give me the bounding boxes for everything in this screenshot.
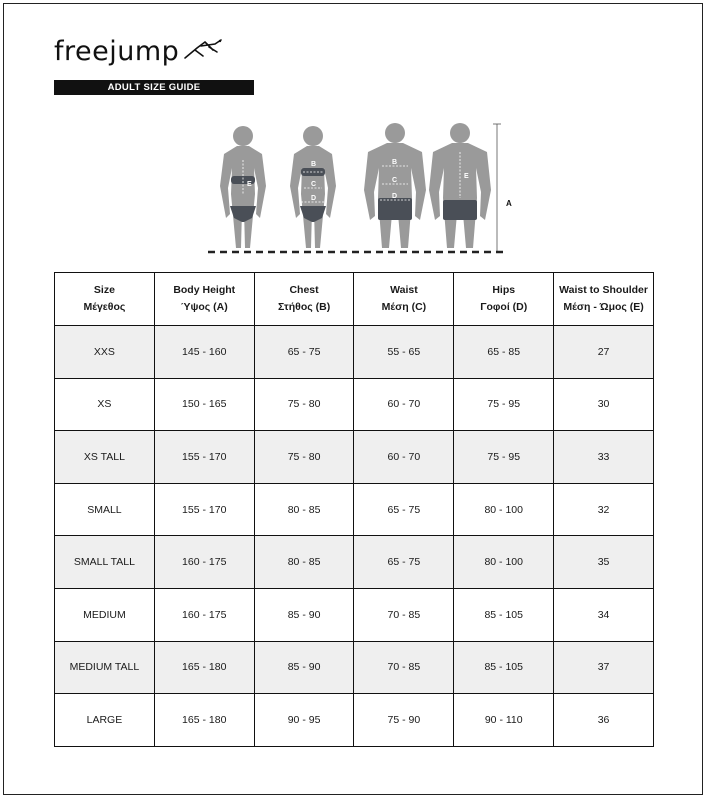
cell-size: LARGE — [55, 694, 155, 747]
label-b-man: B — [392, 159, 398, 166]
cell-size: MEDIUM — [55, 588, 155, 641]
cell-height: 160 - 175 — [154, 588, 254, 641]
header-body-height: Body Height Ύψος (A) — [154, 273, 254, 326]
table-header-row — [55, 273, 654, 326]
measurement-diagram — [200, 118, 530, 258]
cell-hips: 80 - 100 — [454, 483, 554, 536]
cell-chest: 85 - 90 — [254, 588, 354, 641]
label-a: A — [506, 199, 512, 208]
cell-waist-shoulder: 37 — [554, 641, 654, 694]
figure-woman-left — [220, 126, 266, 248]
cell-waist: 70 - 85 — [354, 641, 454, 694]
cell-chest: 75 - 80 — [254, 378, 354, 431]
table-row — [55, 641, 654, 694]
cell-chest: 85 - 90 — [254, 641, 354, 694]
cell-hips: 85 - 105 — [454, 588, 554, 641]
cell-size: SMALL TALL — [55, 536, 155, 589]
header-chest: Chest Στήθος (B) — [254, 273, 354, 326]
table-row — [55, 536, 654, 589]
label-c-man: C — [392, 177, 398, 184]
cell-chest: 90 - 95 — [254, 694, 354, 747]
height-indicator — [493, 124, 512, 252]
table-row — [55, 588, 654, 641]
label-e-man: E — [464, 173, 469, 180]
label-e-woman: E — [247, 181, 252, 188]
cell-waist-shoulder: 36 — [554, 694, 654, 747]
cell-waist-shoulder: 35 — [554, 536, 654, 589]
label-d-man: D — [392, 193, 398, 200]
cell-hips: 85 - 105 — [454, 641, 554, 694]
header-waist: Waist Μέση (C) — [354, 273, 454, 326]
cell-waist: 60 - 70 — [354, 378, 454, 431]
cell-hips: 75 - 95 — [454, 431, 554, 484]
cell-size: MEDIUM TALL — [55, 641, 155, 694]
cell-size: SMALL — [55, 483, 155, 536]
cell-waist-shoulder: 27 — [554, 326, 654, 379]
cell-height: 165 - 180 — [154, 641, 254, 694]
cell-waist-shoulder: 32 — [554, 483, 654, 536]
cell-hips: 65 - 85 — [454, 326, 554, 379]
table-row — [55, 694, 654, 747]
cell-height: 155 - 170 — [154, 483, 254, 536]
table-row — [55, 378, 654, 431]
cell-chest: 80 - 85 — [254, 536, 354, 589]
cell-size: XS — [55, 378, 155, 431]
table-row — [55, 431, 654, 484]
header-waist-to-shoulder: Waist to Shoulder Μέση - Ώμος (E) — [554, 273, 654, 326]
size-guide-banner: ADULT SIZE GUIDE — [54, 80, 254, 95]
cell-waist: 65 - 75 — [354, 536, 454, 589]
cell-chest: 80 - 85 — [254, 483, 354, 536]
cell-height: 145 - 160 — [154, 326, 254, 379]
cell-chest: 75 - 80 — [254, 431, 354, 484]
figure-man-left — [364, 123, 426, 248]
cell-waist: 55 - 65 — [354, 326, 454, 379]
horse-jump-icon — [183, 38, 223, 64]
label-b-woman: B — [311, 161, 317, 168]
cell-height: 165 - 180 — [154, 694, 254, 747]
cell-waist-shoulder: 34 — [554, 588, 654, 641]
cell-hips: 80 - 100 — [454, 536, 554, 589]
cell-chest: 65 - 75 — [254, 326, 354, 379]
cell-waist: 70 - 85 — [354, 588, 454, 641]
table-row — [55, 326, 654, 379]
table-row — [55, 483, 654, 536]
cell-height: 150 - 165 — [154, 378, 254, 431]
cell-hips: 75 - 95 — [454, 378, 554, 431]
cell-size: XXS — [55, 326, 155, 379]
cell-waist-shoulder: 30 — [554, 378, 654, 431]
header-hips: Hips Γοφοί (D) — [454, 273, 554, 326]
cell-size: XS TALL — [55, 431, 155, 484]
figure-man-right — [429, 123, 491, 248]
brand-name: freejump — [54, 35, 180, 67]
brand-logo — [54, 33, 223, 69]
cell-height: 160 - 175 — [154, 536, 254, 589]
cell-waist-shoulder: 33 — [554, 431, 654, 484]
cell-waist: 75 - 90 — [354, 694, 454, 747]
figure-woman-right — [290, 126, 336, 248]
label-c-woman: C — [311, 181, 317, 188]
cell-waist: 60 - 70 — [354, 431, 454, 484]
size-table — [54, 272, 654, 747]
header-size: Size Μέγεθος — [55, 273, 155, 326]
cell-hips: 90 - 110 — [454, 694, 554, 747]
cell-height: 155 - 170 — [154, 431, 254, 484]
cell-waist: 65 - 75 — [354, 483, 454, 536]
label-d-woman: D — [311, 195, 317, 202]
